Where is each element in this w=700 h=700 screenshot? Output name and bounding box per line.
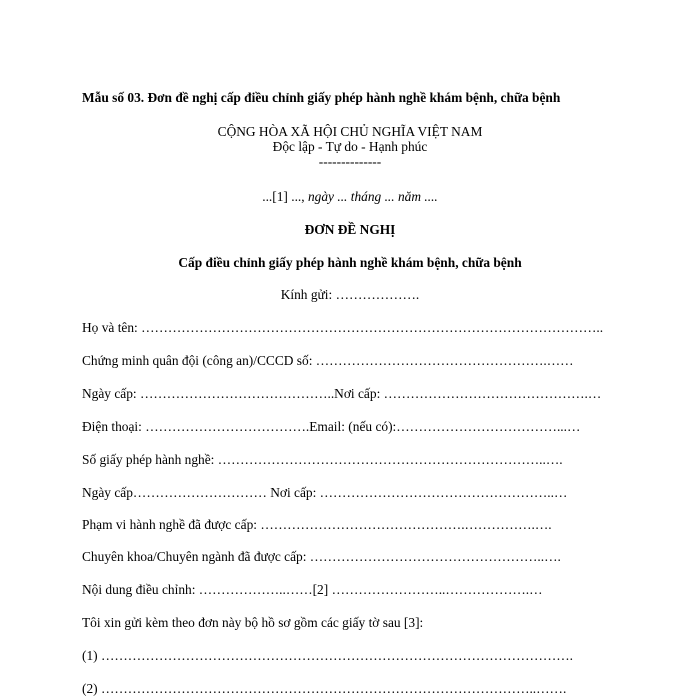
scope-field: Phạm vi hành nghề đã được cấp: ……………………………………….…………….…. (82, 517, 552, 532)
contact-field: Điện thoại: ……………………………….Email: (nếu có):………………………………...… (82, 419, 581, 434)
license-number-field: Số giấy phép hành nghề: ………………………………………………………………..…. (82, 452, 563, 467)
document-title: ĐƠN ĐỀ NGHỊ (304, 222, 396, 237)
attachments-intro: Tôi xin gửi kèm theo đơn này bộ hồ sơ gồm các giấy tờ sau [3]: (82, 615, 424, 630)
attachment-item: (1) ……………………………………………………………………………………………. (82, 648, 573, 663)
adjustment-content-field: Nội dung điều chỉnh: ………………..……[2] ……………………..……………….… (82, 582, 543, 597)
salutation: Kính gửi: ………………. (280, 287, 420, 302)
motto-divider: -------------- (318, 154, 382, 169)
document-subtitle: Cấp điều chỉnh giấy phép hành nghề khám bệnh, chữa bệnh (178, 255, 522, 270)
id-number-field: Chứng minh quân đội (công an)/CCCD số: …………………………………………….…… (82, 353, 574, 368)
place-reference: ...[1] ..., (262, 189, 308, 204)
full-name-field: Họ và tên: ………………………………………………………………………………………….. (82, 320, 604, 335)
national-motto: Độc lập - Tự do - Hạnh phúc (272, 139, 428, 154)
id-issue-field: Ngày cấp: ……………………………………..Nơi cấp: ……………………………………….… (82, 386, 602, 401)
license-issue-field: Ngày cấp………………………… Nơi cấp: ……………………………………………..… (82, 485, 568, 500)
specialty-field: Chuyên khoa/Chuyên ngành đã được cấp: ……………………………………………..…. (82, 549, 561, 564)
attachment-item: (2) ……………………………………………………………………………………..……. (82, 681, 567, 696)
date-text: ngày ... tháng ... năm .... (307, 189, 438, 204)
form-number-title: Mẫu số 03. Đơn đề nghị cấp điều chỉnh giấy phép hành nghề khám bệnh, chữa bệnh (82, 90, 561, 105)
place-date-line (0, 189, 700, 205)
country-name: CỘNG HÒA XÃ HỘI CHỦ NGHĨA VIỆT NAM (217, 124, 483, 139)
